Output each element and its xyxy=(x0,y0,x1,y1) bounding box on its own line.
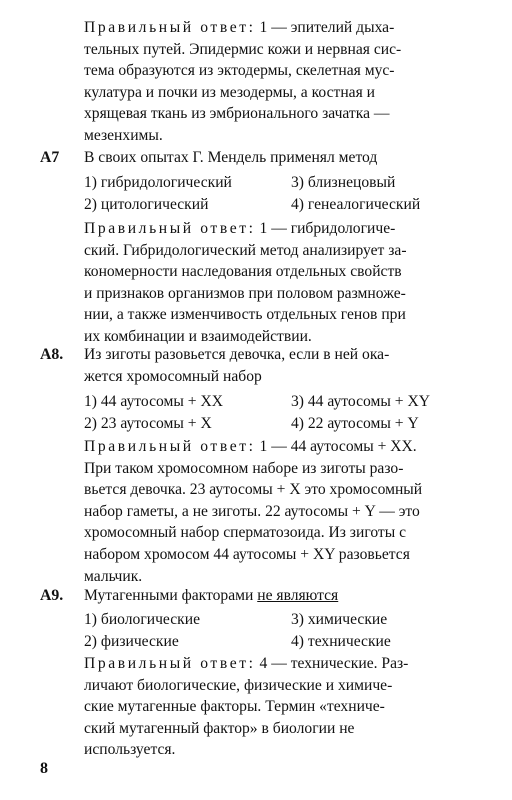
answer-line: вьется девочка. 23 аутосомы + X это хромосомный xyxy=(84,481,423,499)
option: 4) 22 аутосомы + Y xyxy=(291,414,419,432)
answer-label: Правильный ответ: xyxy=(84,438,256,455)
answer-line: и признаков организмов при половом размноже- xyxy=(84,284,406,302)
options-list xyxy=(84,609,479,652)
answer-block-a8 xyxy=(84,436,479,587)
answer-label: Правильный ответ: xyxy=(84,19,256,36)
answer-label: Правильный ответ: xyxy=(84,220,256,237)
answer-line: кулатура и почки из мезодермы, а костная и xyxy=(84,83,375,101)
underlined-text: не являются xyxy=(257,587,339,604)
answer-line: мальчик. xyxy=(84,567,143,585)
answer-line: нии, а также изменчивость отдельных генов при xyxy=(84,306,406,324)
question-text: Из зиготы разовьется девочка, если в ней ока- жется хромосомный набор xyxy=(84,346,390,385)
answer-label: Правильный ответ: xyxy=(84,655,256,672)
answer-line: кономерности наследования отдельных свойств xyxy=(84,263,402,281)
question-number: А9. xyxy=(40,587,64,604)
answer-line: используется. xyxy=(84,741,176,759)
option: 4) генеалогический xyxy=(291,195,421,213)
answer-line: ские мутагенные факторы. Термин «техниче- xyxy=(84,698,385,716)
option: 3) близнецовый xyxy=(291,174,396,191)
answer-line: их комбинации и взаимодействии. xyxy=(84,327,312,345)
options-list xyxy=(84,391,479,434)
answer-line: ский. Гибридологический метод анализирует за- xyxy=(84,241,407,259)
answer-line: При таком хромосомном наборе из зиготы разо- xyxy=(84,459,404,477)
option: 1) биологические xyxy=(84,611,200,628)
question-number: А8. xyxy=(40,346,64,363)
option: 2) физические xyxy=(84,632,179,650)
answer-block-a9 xyxy=(84,653,479,761)
answer-first-line: Правильный ответ: 1 — гибридологиче- xyxy=(84,220,396,237)
answer-line: мезенхимы. xyxy=(84,126,163,144)
answer-line: хрящевая ткань из эмбрионального зачатка — xyxy=(84,105,390,123)
page-number: 8 xyxy=(40,760,48,777)
answer-first-line: Правильный ответ: 1 — эпителий дыха- xyxy=(84,19,395,36)
answer-line: набором хромосом 44 аутосомы + XY разовьется xyxy=(84,545,410,563)
answer-block-a6 xyxy=(84,17,479,147)
answer-line: набор гаметы, а не зиготы. 22 аутосомы + Y — это xyxy=(84,502,420,520)
option: 1) гибридологический xyxy=(84,174,232,191)
options-list xyxy=(84,172,479,215)
option: 2) цитологический xyxy=(84,195,209,213)
question-text: В своих опытах Г. Мендель применял метод xyxy=(84,149,378,166)
answer-line: тема образуются из эктодермы, скелетная мус- xyxy=(84,62,395,80)
answer-first-line: Правильный ответ: 1 — 44 аутосомы + XX. xyxy=(84,438,417,455)
answer-block-a7 xyxy=(84,218,479,348)
option: 1) 44 аутосомы + XX xyxy=(84,393,223,410)
option: 4) технические xyxy=(291,632,391,650)
option: 3) 44 аутосомы + XY xyxy=(291,393,430,410)
answer-line: ский мутагенный фактор» в биологии не xyxy=(84,719,355,737)
answer-line: хромосомный набор сперматозоида. Из зиготы с xyxy=(84,524,407,542)
answer-line: тельных путей. Эпидермис кожи и нервная сис- xyxy=(84,40,402,58)
answer-first-line: Правильный ответ: 4 — технические. Раз- xyxy=(84,655,409,672)
option: 2) 23 аутосомы + X xyxy=(84,414,212,432)
answer-line: личают биологические, физические и химиче- xyxy=(84,676,393,694)
option: 3) химические xyxy=(291,611,388,628)
question-text: Мутагенными факторами не являются xyxy=(84,587,339,604)
question-number: А7 xyxy=(40,149,60,166)
